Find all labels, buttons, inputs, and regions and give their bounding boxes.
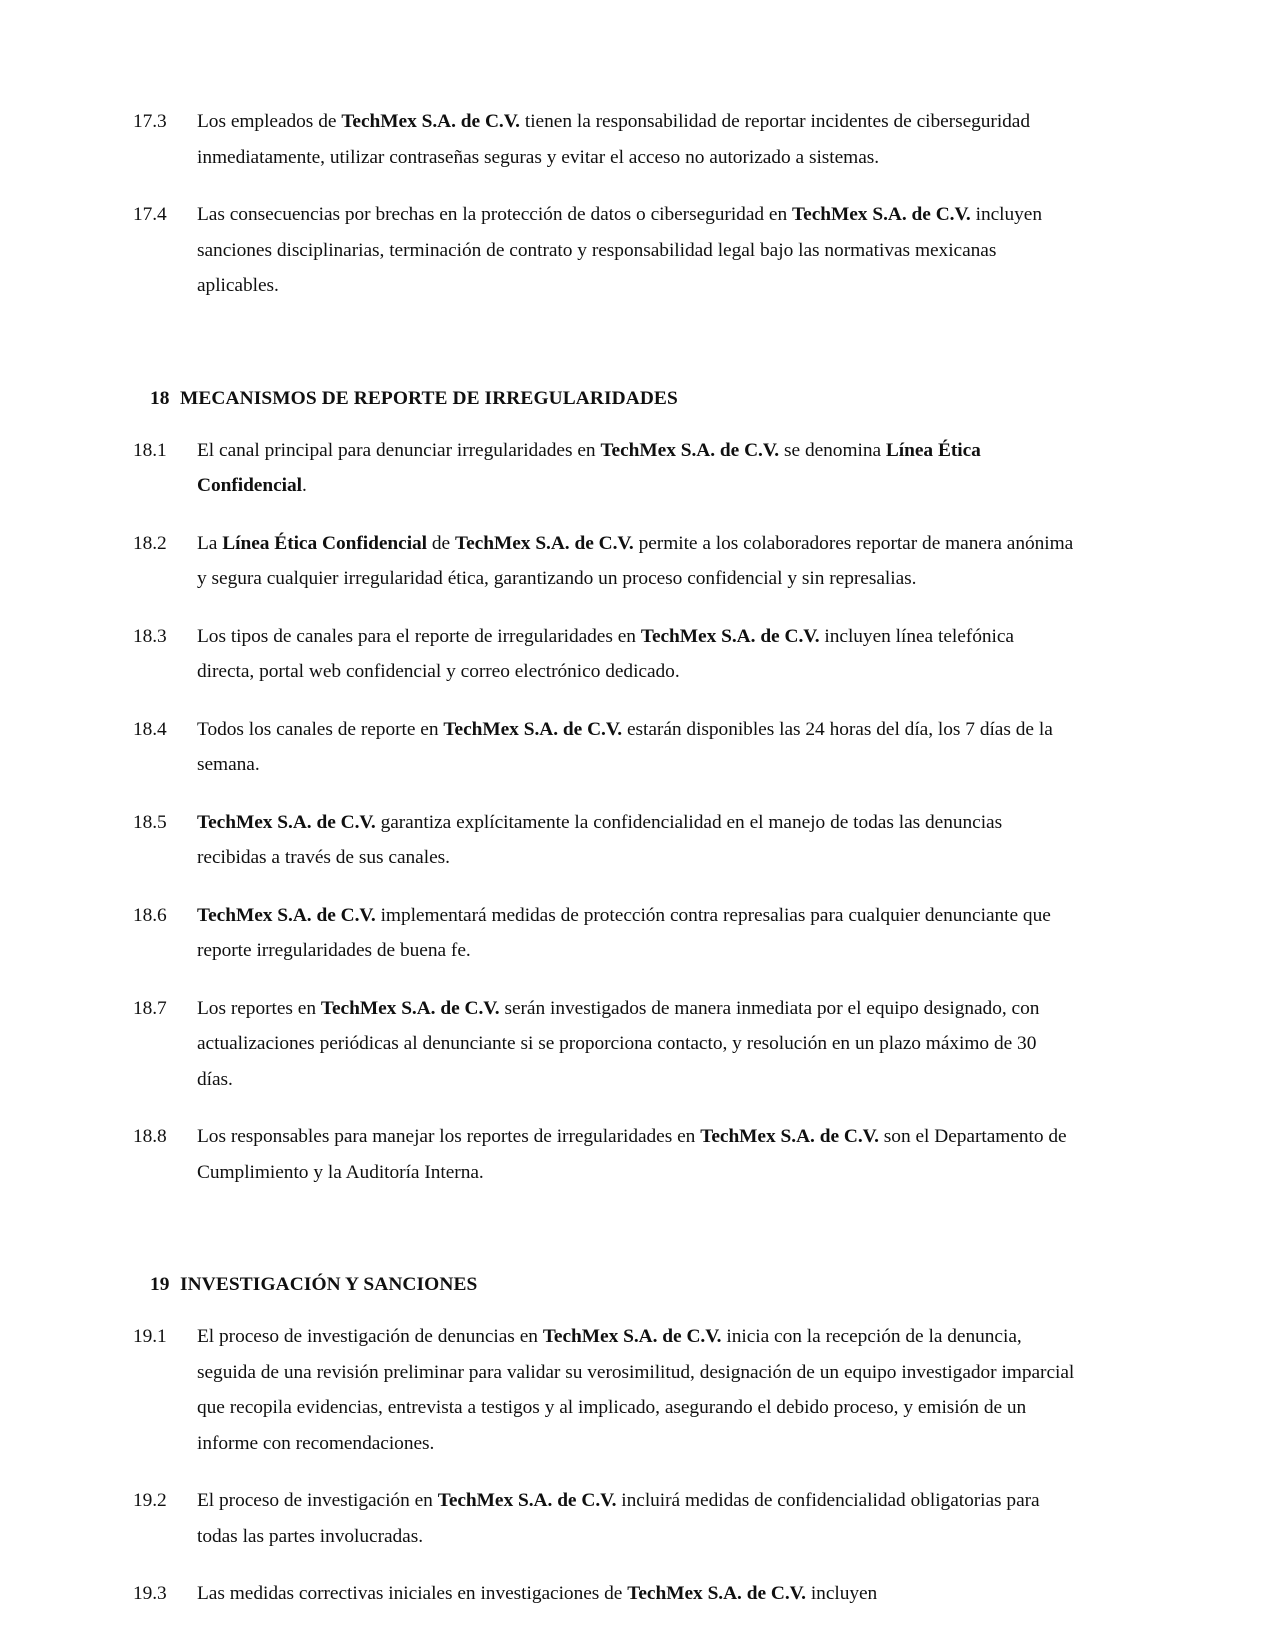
clause-emphasis: TechMex S.A. de C.V. <box>197 904 376 926</box>
section-heading <box>133 384 1075 414</box>
clause-text <box>197 1119 1075 1190</box>
clause-number: 18.7 <box>133 997 167 1019</box>
clause-run: incluyen línea telefónica directa, portal web confidencial y correo electrónico dedicado. <box>197 625 1014 682</box>
clause <box>133 805 1075 876</box>
clause-text <box>197 1319 1075 1461</box>
clause-run: estarán disponibles las 24 horas del día, los 7 días de la semana. <box>197 718 1053 775</box>
clause-emphasis: Línea Ética Confidencial <box>197 439 981 496</box>
section-spacer <box>133 326 1075 384</box>
clause-run: Los empleados de <box>197 111 342 132</box>
clause-number: 18.8 <box>133 1126 167 1147</box>
clause-run: . <box>301 475 307 496</box>
clause-text <box>197 433 1075 504</box>
clause-text <box>197 1576 1075 1612</box>
clause <box>133 433 1075 504</box>
clause-run: son el Departamento de Cumplimiento y la Auditoría Interna. <box>197 1126 1067 1183</box>
section-title: MECANISMOS DE REPORTE DE IRREGULARIDADES <box>180 387 678 409</box>
clause-emphasis: TechMex S.A. de C.V. <box>341 111 520 132</box>
clause <box>133 1119 1075 1190</box>
clause <box>133 1319 1075 1461</box>
clause-emphasis: TechMex S.A. de C.V. <box>197 811 376 833</box>
clause-emphasis: TechMex S.A. de C.V. <box>640 625 820 647</box>
section-number: 18 <box>150 387 170 409</box>
clause-text <box>197 991 1075 1098</box>
section-title: INVESTIGACIÓN Y SANCIONES <box>180 1274 478 1295</box>
clause-number: 17.4 <box>133 204 167 225</box>
section-heading <box>133 1270 1075 1300</box>
section-spacer <box>133 414 1075 433</box>
clause-number: 18.5 <box>133 811 167 833</box>
clause-run: incluirá medidas de confidencialidad obligatorias para todas las partes involucradas. <box>197 1490 1040 1547</box>
clause-number: 18.6 <box>133 904 167 926</box>
clause-run: Todos los canales de reporte en <box>197 718 444 740</box>
section-number: 19 <box>150 1274 170 1295</box>
clause-run: El canal principal para denunciar irregularidades en <box>197 439 601 461</box>
clause-text <box>197 898 1075 969</box>
clause-text <box>197 197 1075 304</box>
clause-run: permite a los colaboradores reportar de manera anónima y segura cualquier irregularidad ética, garantizando un proceso confidencial y sin represalias. <box>197 532 1074 589</box>
clause-run: Las consecuencias por brechas en la protección de datos o ciberseguridad en <box>197 204 793 225</box>
clause-emphasis: TechMex S.A. de C.V. <box>792 204 971 225</box>
clause <box>133 991 1075 1098</box>
clause-run: se denomina <box>779 439 886 461</box>
clause-text <box>197 805 1075 876</box>
clause-run: Las medidas correctivas iniciales en investigaciones de <box>197 1583 628 1604</box>
clause-text <box>197 619 1075 690</box>
clause-emphasis: TechMex S.A. de C.V. <box>443 718 623 740</box>
clause-emphasis: TechMex S.A. de C.V. <box>700 1126 879 1147</box>
clause <box>133 898 1075 969</box>
clause-run: incluyen sanciones disciplinarias, terminación de contrato y responsabilidad legal bajo las normativas mexicanas aplicables. <box>197 204 1042 296</box>
clause-text <box>197 104 1075 175</box>
clause <box>133 619 1075 690</box>
clause-run: de <box>427 532 456 554</box>
clause-run: garantiza explícitamente la confidencialidad en el manejo de todas las denuncias recibidas a través de sus canales. <box>197 811 1003 868</box>
clause-text <box>197 526 1075 597</box>
clause-number: 18.2 <box>133 532 167 554</box>
clause-run: inicia con la recepción de la denuncia, seguida de una revisión preliminar para validar su verosimilitud, designación de un equipo investigador imparcial que recopila evidencias, entrevista a testigos y al implicado, asegurando el debido proceso, y emisión de un informe con recomendaciones. <box>197 1326 1075 1454</box>
clause <box>133 712 1075 783</box>
clause-number: 17.3 <box>133 111 167 132</box>
clause-run: El proceso de investigación en <box>197 1490 438 1511</box>
clause-emphasis: TechMex S.A. de C.V. <box>600 439 780 461</box>
clause-text <box>197 1483 1075 1554</box>
document-body <box>133 104 1075 1612</box>
clause-number: 18.1 <box>133 439 167 461</box>
clause-emphasis: TechMex S.A. de C.V. <box>437 1490 617 1511</box>
clause-emphasis: TechMex S.A. de C.V. <box>320 997 500 1019</box>
clause-run: implementará medidas de protección contra represalias para cualquier denunciante que reporte irregularidades de buena fe. <box>197 904 1051 961</box>
clause <box>133 1483 1075 1554</box>
clause-emphasis: TechMex S.A. de C.V. <box>542 1326 722 1347</box>
clause-run: La <box>197 532 223 554</box>
clause <box>133 1576 1075 1612</box>
clause <box>133 526 1075 597</box>
clause-run: Los responsables para manejar los reportes de irregularidades en <box>197 1126 701 1147</box>
clause-run: Los tipos de canales para el reporte de irregularidades en <box>197 625 641 647</box>
clause-run: tienen la responsabilidad de reportar incidentes de ciberseguridad inmediatamente, utilizar contraseñas seguras y evitar el acceso no autorizado a sistemas. <box>197 111 1031 168</box>
clause-number: 19.3 <box>133 1583 167 1604</box>
section-spacer <box>133 1212 1075 1270</box>
clause-emphasis: TechMex S.A. de C.V. <box>455 532 634 554</box>
clause-number: 18.3 <box>133 625 167 647</box>
clause-emphasis: TechMex S.A. de C.V. <box>627 1583 806 1604</box>
clause-number: 19.1 <box>133 1326 167 1347</box>
clause-run: incluyen <box>805 1583 878 1604</box>
clause <box>133 197 1075 304</box>
clause-run: El proceso de investigación de denuncias en <box>197 1326 543 1347</box>
clause-number: 18.4 <box>133 718 167 740</box>
clause-run: Los reportes en <box>197 997 321 1019</box>
section-spacer <box>133 1300 1075 1319</box>
clause-emphasis: Línea Ética Confidencial <box>222 532 428 554</box>
clause-run: serán investigados de manera inmediata por el equipo designado, con actualizaciones periódicas al denunciante si se proporciona contacto, y resolución en un plazo máximo de 30 días. <box>197 997 1040 1090</box>
clause-text <box>197 712 1075 783</box>
clause <box>133 104 1075 175</box>
clause-number: 19.2 <box>133 1490 167 1511</box>
